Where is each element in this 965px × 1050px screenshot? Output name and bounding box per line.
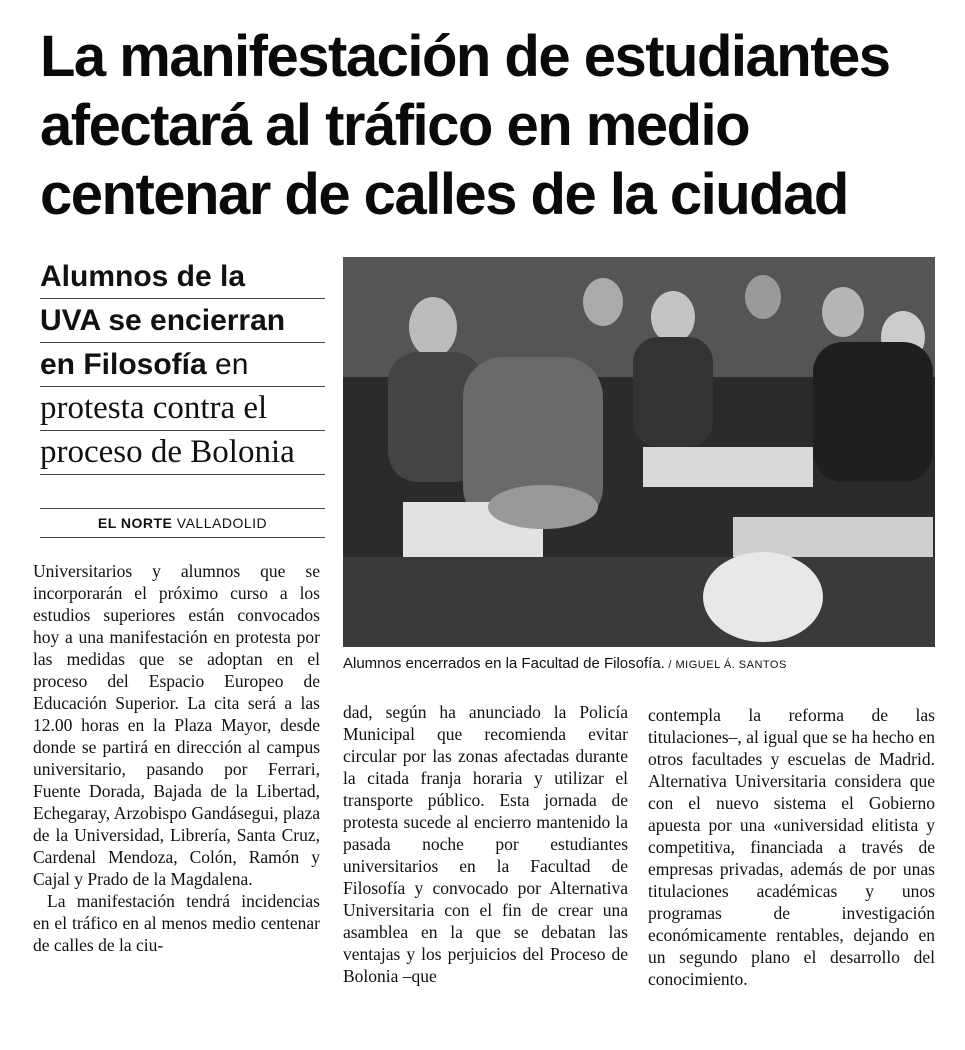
subheadline-line-5: proceso de Bolonia — [40, 431, 325, 475]
caption-text: Alumnos encerrados en la Facultad de Filosofía. — [343, 655, 665, 672]
paragraph: La manifestación tendrá incidencias en el tráfico en al menos medio centenar de calles de la ciu- — [33, 891, 320, 955]
article-column-2 — [343, 701, 628, 987]
byline-source: EL NORTE — [97, 515, 173, 531]
headline — [40, 22, 940, 229]
subheadline-rest: en — [206, 348, 249, 381]
subheadline-line-1: Alumnos de la — [40, 255, 325, 299]
byline-place: VALLADOLID — [172, 515, 268, 531]
news-photo — [343, 257, 935, 647]
article-column-1 — [33, 560, 320, 956]
subheadline — [40, 255, 325, 475]
photo-illustration — [343, 257, 935, 647]
headline-line-1: La manifestación de estudiantes — [40, 24, 890, 89]
paragraph: dad, según ha anunciado la Policía Municipal que recomienda evitar circular por las zonas afectadas durante la citada franja horaria y utilizar el transporte público. Esta jornada de protesta sucede al encierro mantenido la pasada noche por estudiantes universitarios en la Facultad de Filosofía y convocado por Alternativa Universitaria con el fin de crear una asamblea en la que se debatan las ventajas y los perjuicios del Proceso de Bolonia –que — [343, 702, 628, 986]
subheadline-line-3 — [40, 343, 325, 387]
subheadline-emphasis: en Filosofía — [40, 348, 207, 381]
paragraph: contempla la reforma de las titulaciones–, al igual que se ha hecho en otros facultades y escuelas de Madrid. Alternativa Universitaria considera que con el nuevo sistema el Gobierno apuesta por una «universidad elitista y competitiva, financiada a través de empresas privadas, además de por unas titulaciones académicas y unos programas de investigación económicamente rentables, dejando en un segundo plano el desarrollo del conocimiento. — [648, 705, 935, 989]
headline-line-2: afectará al tráfico en medio — [40, 93, 750, 158]
paragraph: Universitarios y alumnos que se incorporarán el próximo curso a los estudios superiores están convocados hoy a una manifestación en protesta por las medidas que se adoptan en el proceso del Espacio Europeo de Educación Superior. La cita será a las 12.00 horas en la Plaza Mayor, desde donde se partirá en dirección al campus universitario, pasando por Ferrari, Fuente Dorada, Bajada de la Libertad, Echegaray, Arzobispo Gandásegui, plaza de la Universidad, Librería, Santa Cruz, Cardenal Mendoza, Colón, Ramón y Cajal y Prado de la Magdalena. — [33, 561, 320, 889]
headline-line-3: centenar de calles de la ciudad — [40, 162, 848, 227]
byline — [40, 508, 325, 538]
photo-credit: / MIGUEL Á. SANTOS — [664, 659, 787, 671]
photo-caption — [343, 655, 943, 672]
subheadline-line-2: UVA se encierran — [40, 299, 325, 343]
article-column-3 — [648, 704, 935, 990]
subheadline-line-4: protesta contra el — [40, 387, 325, 431]
